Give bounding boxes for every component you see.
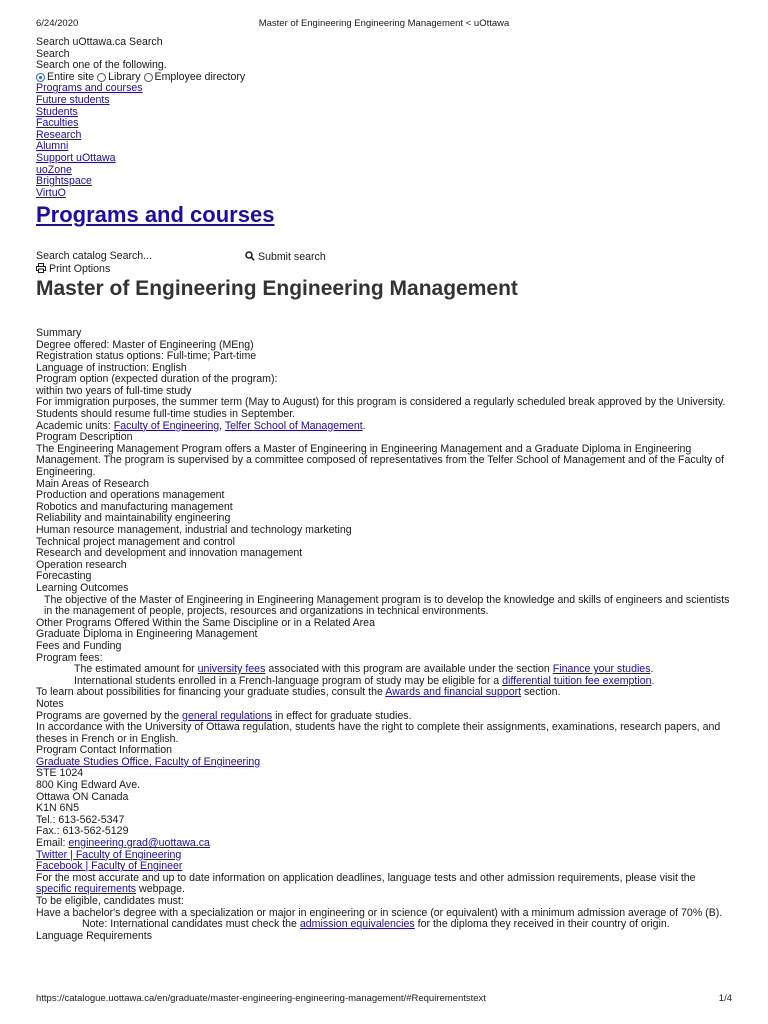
language-requirements-label: Language Requirements [36, 929, 153, 942]
list-item: Production and operations management [36, 489, 225, 502]
nav-uozone[interactable]: uoZone [36, 163, 72, 176]
radio-entire-site[interactable] [36, 73, 45, 82]
registration-status: Registration status options: Full-time; Part-time [36, 350, 257, 363]
program-option-value: within two years of full-time study [36, 384, 192, 397]
contact-city: Ottawa ON Canada [36, 790, 129, 803]
contact-fax: Fax.: 613-562-5129 [36, 825, 129, 838]
program-option-label: Program option (expected duration of the program): [36, 373, 278, 386]
academic-units-sep: , [219, 419, 225, 432]
differential-tuition-link[interactable]: differential tuition fee exemption [502, 674, 652, 687]
catalog-search-row [36, 251, 732, 263]
fees-line-3 [36, 687, 732, 699]
radio-library[interactable] [97, 73, 106, 82]
research-areas-label: Main Areas of Research [36, 477, 150, 490]
fees-line-2-a: International students enrolled in a French-language program of study may be eligible for a [74, 674, 503, 687]
list-item: Operation research [36, 558, 127, 571]
fees-line-3-a: To learn about possibilities for financing your graduate studies, consult the [36, 686, 386, 699]
admission-line-1-a: For the most accurate and up to date information on application deadlines, language tests and other admission requirements, please visit the [36, 871, 696, 884]
language-of-instruction: Language of instruction: English [36, 361, 187, 374]
international-note-b: for the diploma they received in their country of origin. [414, 918, 670, 931]
academic-units-end: . [362, 419, 366, 432]
learning-outcomes-label: Learning Outcomes [36, 581, 129, 594]
contact-postal: K1N 6N5 [36, 802, 79, 815]
search-uottawa-label[interactable]: Search uOttawa.ca Search [36, 36, 163, 48]
notes-line-1-b: in effect for graduate studies. [272, 709, 412, 722]
contact-ste: STE 1024 [36, 767, 84, 780]
print-date: 6/24/2020 [36, 18, 79, 29]
admission-line-1-b: webpage. [136, 883, 185, 896]
submit-search-button[interactable] [245, 251, 326, 264]
bachelor-requirement: Have a bachelor's degree with a specialization or major in engineering or in science (or equivalent) with a minimum admission average of 70% (B). [36, 906, 723, 919]
nav-future-students[interactable]: Future students [36, 93, 110, 106]
contact-email-prefix: Email: [36, 837, 69, 850]
telfer-school-link[interactable]: Telfer School of Management [224, 419, 363, 432]
nav-research[interactable]: Research [36, 128, 82, 141]
list-item: Reliability and maintainability engineering [36, 512, 231, 525]
print-options-button[interactable] [36, 263, 732, 276]
programs-and-courses-heading[interactable]: Programs and courses [36, 202, 275, 228]
nav-faculties[interactable]: Faculties [36, 117, 79, 130]
search-label: Search [36, 47, 70, 60]
notes-label: Notes [36, 697, 64, 710]
email-link[interactable]: engineering.grad@uottawa.ca [68, 837, 210, 850]
contact-email [36, 838, 732, 850]
search-icon [245, 251, 255, 261]
print-page-number: 1/4 [718, 993, 732, 1004]
other-program-item: Graduate Diploma in Engineering Management [36, 628, 258, 641]
faculty-of-engineering-link[interactable]: Faculty of Engineering [113, 419, 220, 432]
learning-outcomes-text: The objective of the Master of Engineering in Engineering Management program is to develop the knowledge and skills of engineers and scientists in the management of people, projects, resources and organizations in technical environments. [44, 593, 730, 618]
nav-virtuo[interactable]: VirtuO [36, 186, 66, 199]
contact-street: 800 King Edward Ave. [36, 779, 141, 792]
specific-requirements-link[interactable]: specific requirements [36, 883, 137, 896]
general-regulations-link[interactable]: general regulations [182, 709, 273, 722]
academic-units-prefix: Academic units: [36, 419, 114, 432]
contact-label: Program Contact Information [36, 744, 173, 757]
fees-line-1-b: associated with this program are available under the section [265, 663, 553, 676]
finance-your-studies-link[interactable]: Finance your studies [552, 663, 651, 676]
nav-brightspace[interactable]: Brightspace [36, 175, 92, 188]
eligible-label: To be eligible, candidates must: [36, 895, 184, 907]
print-url: https://catalogue.uottawa.ca/en/graduate/master-engineering-engineering-management/#Requirementstext [36, 993, 486, 1004]
radio-employee-directory-label[interactable]: Employee directory [154, 70, 246, 83]
nav-students[interactable]: Students [36, 105, 78, 118]
search-one-label: Search one of the following. [36, 59, 167, 72]
academic-units [36, 421, 732, 433]
nav-support-uottawa[interactable]: Support uOttawa [36, 151, 116, 164]
contact-tel: Tel.: 613-562-5347 [36, 813, 125, 826]
degree-offered: Degree offered: Master of Engineering (MEng) [36, 338, 254, 351]
site-nav [36, 83, 732, 199]
fees-line-2-b: . [651, 674, 655, 687]
fees-line-3-b: section. [521, 686, 561, 699]
list-item: Technical project management and control [36, 535, 236, 548]
fees-line-1-c: . [650, 663, 654, 676]
list-item: Human resource management, industrial and technology marketing [36, 524, 352, 536]
radio-employee-directory[interactable] [144, 73, 153, 82]
program-fees-label: Program fees: [36, 651, 103, 664]
summary-label: Summary [36, 326, 82, 339]
page-content [36, 37, 732, 942]
page-title: Master of Engineering Engineering Management [36, 276, 518, 300]
program-description-text: The Engineering Management Program offers a Master of Engineering in Engineering Management and a Graduate Diploma in Engineering Management. The program is supervised by a committee composed of representatives from the Telfer School of Management and of the Faculty of Engineering. [36, 442, 724, 479]
radio-entire-site-label[interactable]: Entire site [47, 70, 95, 83]
notes-line-1-a: Programs are governed by the [36, 709, 183, 722]
university-fees-link[interactable]: university fees [197, 663, 266, 676]
submit-search-label: Submit search [258, 251, 326, 264]
radio-library-label[interactable]: Library [108, 70, 141, 83]
print-footer [36, 993, 732, 1007]
notes-line-2: In accordance with the University of Ottawa regulation, students have the right to complete their assignments, examinations, research papers, and theses in French or in English. [36, 721, 721, 745]
facebook-link[interactable]: Facebook | Faculty of Engineer [36, 860, 183, 873]
printer-icon [36, 263, 46, 273]
graduate-studies-office-link[interactable]: Graduate Studies Office, Faculty of Engineering [36, 755, 261, 768]
admission-line-1 [36, 873, 732, 896]
nav-alumni[interactable]: Alumni [36, 140, 69, 153]
nav-programs-and-courses[interactable]: Programs and courses [36, 82, 143, 95]
program-description-label: Program Description [36, 431, 133, 444]
list-item: Robotics and manufacturing management [36, 500, 233, 513]
admission-equivalencies-link[interactable]: admission equivalencies [299, 918, 415, 931]
research-areas-list [36, 490, 732, 583]
international-note-a: Note: International candidates must check the [82, 918, 300, 931]
list-item: Research and development and innovation management [36, 547, 303, 560]
twitter-link[interactable]: Twitter | Faculty of Engineering [36, 848, 182, 861]
list-item: Forecasting [36, 570, 92, 583]
print-options-label: Print Options [49, 263, 111, 276]
print-header [36, 18, 732, 32]
fees-funding-label: Fees and Funding [36, 639, 122, 652]
print-page-title: Master of Engineering Engineering Management < uOttawa [258, 18, 510, 29]
immigration-note: For immigration purposes, the summer term (May to August) for this program is considered a regularly scheduled break approved by the University. Students should resume full-time studies in September. [36, 396, 726, 421]
fees-line-1-a: The estimated amount for [74, 663, 198, 676]
other-programs-label: Other Programs Offered Within the Same Discipline or in a Related Area [36, 616, 375, 629]
awards-financial-support-link[interactable]: Awards and financial support [385, 686, 522, 699]
search-catalog-input[interactable]: Search catalog Search... [36, 250, 153, 263]
